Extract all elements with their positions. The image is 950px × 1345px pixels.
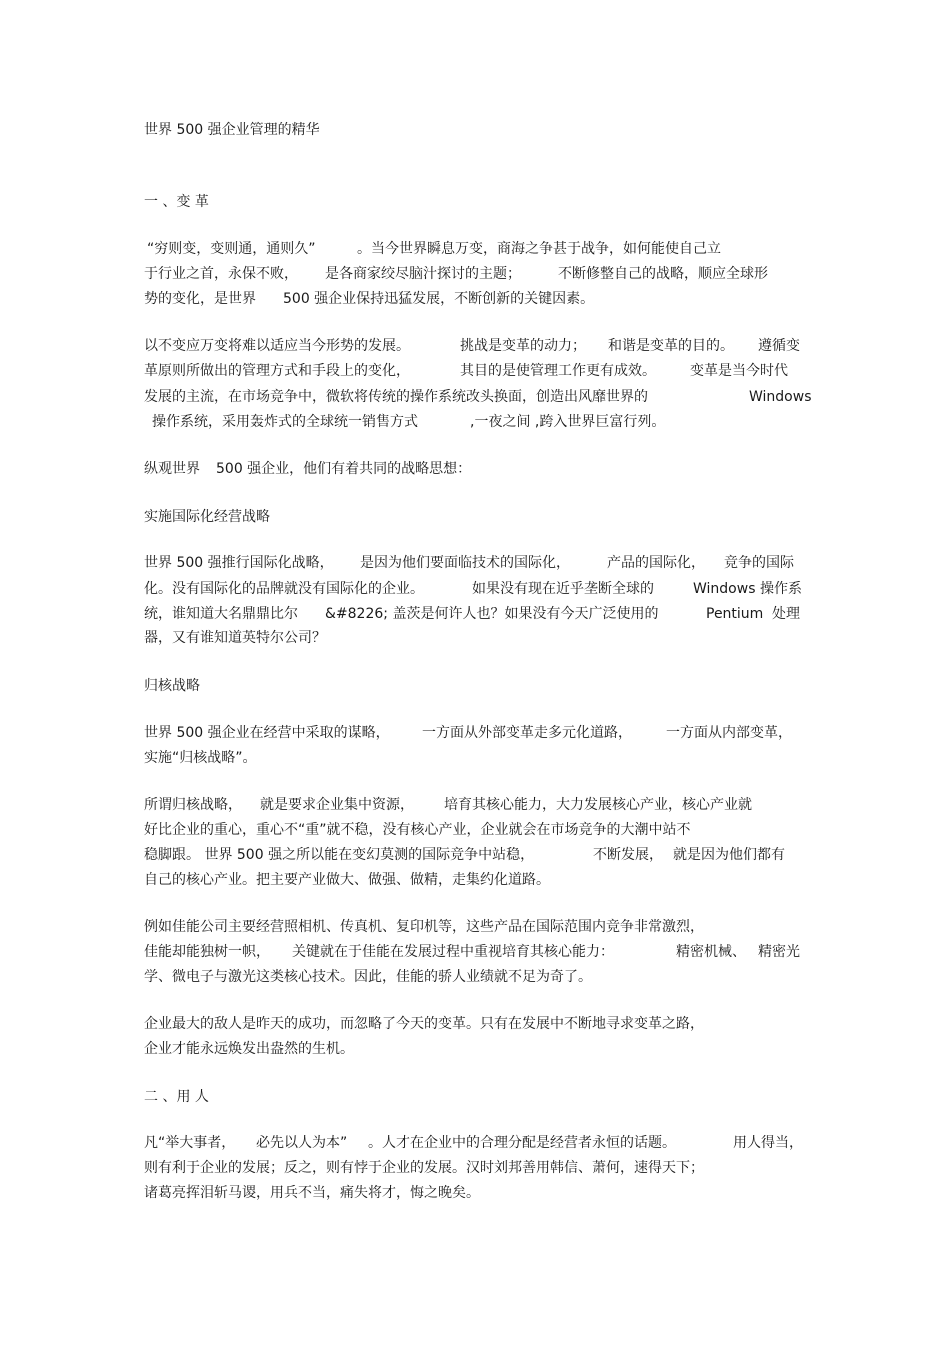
document-page: 世界 500 强企业管理的精华 一 、变 革 “穷则变，变则通，通则久” 。当今世界瞬息万变，商海之争甚于战争，如何能使自己立 于行业之首，永保不败， 是各商家绞尽脑汁探讨的主题； 不断修整自己的战略，顺应全球形 势的变化，是世界 500 强企业保持迅猛发展，不断创新的关键因素。 以不变应万变将难以适应当今形势的发展。 挑战是变革的动力； 和谐是变革的目的。 遵循变 革原则所做出的管理方式和手段上的变化， 其目的是使管理工作更有成效。 变革是当今时代 发展的主流，在市场竞争中，微软将传统的操作系统改头换面，创造出风靡世界的 Windows 操作系统，采用轰炸式的全球统一销售方式 ,一夜之间 ,跨入世界巨富行列。 纵观世界 500 强企业，他们有着共同的战略思想： 实施国际化经营战略 世界 500 强推行国际化战略， 是因为他们要面临技术的国际化， 产品的国际化， 竞争的国际 化。没有国际化的品牌就没有国际化的企业。 如果没有现在近乎垄断全球的 Windows 操作系 统，谁知道大名鼎鼎比尔 &#8226; 盖茨是何许人也？如果没有今天广泛使用的 Pentium 处理 器，又有谁知道英特尔公司？ 归核战略 世界 500 强企业在经营中采取的谋略， 一方面从外部变革走多元化道路， 一方面从内部变革， 实施“归核战略”。 所谓归核战略， 就是要求企业集中资源， 培育其核心能力，大力发展核心产业，核心产业就 好比企业的重心，重心不“重”就不稳，没有核心产业，企业就会在市场竞争的大潮中站不 稳脚跟。 世界 500 强之所以能在变幻莫测的国际竞争中站稳， 不断发展， 就是因为他们都有 自己的核心产业。把主要产业做大、做强、做精，走集约化道路。 例如佳能公司主要经营照相机、传真机、复印机等，这些产品在国际范围内竞争非常激烈， 佳能却能独树一帜， 关键就在于佳能在发展过程中重视培育其核心能力： 精密机械、 精密光 学、微电子与激光这类核心技术。因此，佳能的骄人业绩就不足为奇了。 企业最大的敌人是昨天的成功，而忽略了今天的变革。只有在发展中不断地寻求变革之路， 企业才能永远焕发出盎然的生机。 二 、用 人 凡“举大事者， 必先以人为本” 。人才在企业中的合理分配是经营者永恒的话题。 用人得当， 则有利于企业的发展；反之，则有悖于企业的发展。汉时刘邦善用韩信、萧何，速得天下； 诸葛亮挥泪斩马谡，用兵不当，痛失将才，悔之晚矣。 [0,0,950,1345]
